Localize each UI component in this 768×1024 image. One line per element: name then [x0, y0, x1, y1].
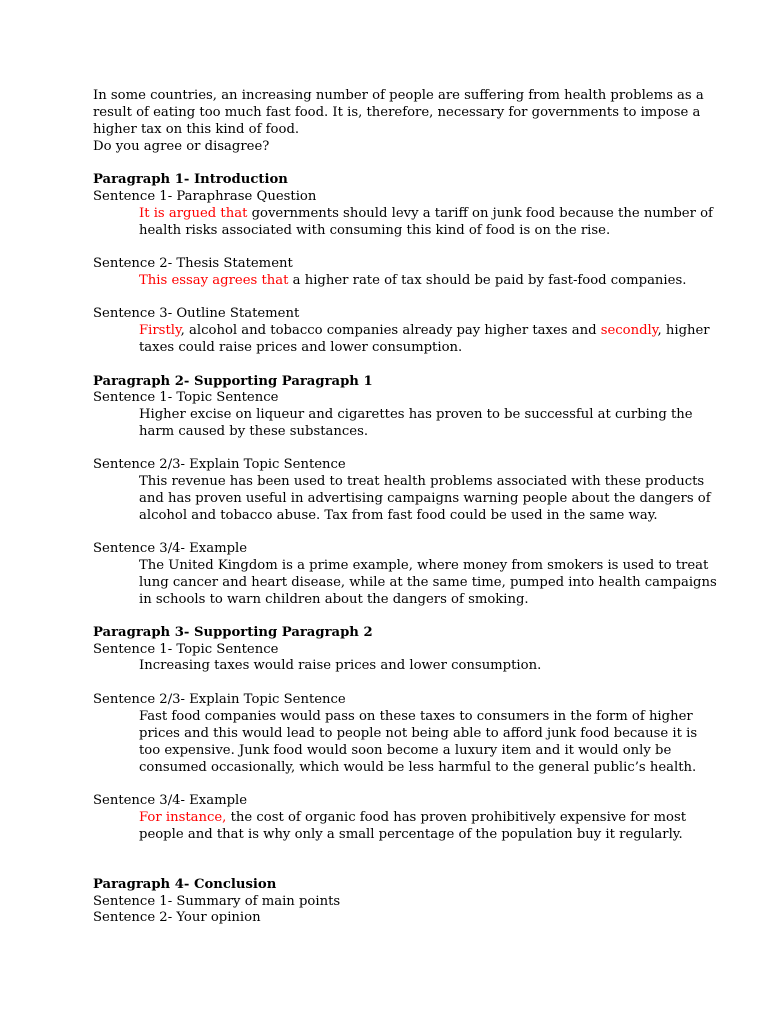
p3-sentence-2-text-line-1: Fast food companies would pass on these taxes to consumers in the form of higher: [139, 709, 693, 724]
p1-sentence-1-text-line-2: health risks associated with consuming this kind of food is on the rise.: [139, 223, 611, 238]
p2-sentence-1-text-line-2: harm caused by these substances.: [139, 424, 369, 439]
p1-sentence-3-text-line-1: [139, 323, 710, 340]
p2-sentence-2-text-line-1: This revenue has been used to treat health problems associated with these products: [139, 474, 705, 489]
p2-sentence-2-text-line-3: alcohol and tobacco abuse. Tax from fast food could be used in the same way.: [139, 508, 658, 523]
prompt-line-3: higher tax on this kind of food.: [93, 122, 300, 137]
prompt-line-1: In some countries, an increasing number of people are suffering from health problems as a: [93, 88, 704, 103]
paragraph-1-heading: Paragraph 1- Introduction: [93, 172, 288, 187]
p3-sentence-3-text-line-2: people and that is why only a small percentage of the population buy it regularly.: [139, 827, 683, 842]
p3-sentence-2-text-line-3: too expensive. Junk food would soon become a luxury item and it would only be: [139, 743, 672, 758]
p1-sentence-2-text: [139, 273, 686, 290]
p2-sentence-3-text-line-1: The United Kingdom is a prime example, where money from smokers is used to treat: [139, 558, 709, 573]
signpost-firstly: Firstly: [139, 323, 181, 338]
p3-sentence-2-text-line-4: consumed occasionally, which would be less harmful to the general public’s health.: [139, 760, 697, 775]
p1-sentence-1-text-line-1: [139, 206, 713, 223]
paragraph-3-heading: Paragraph 3- Supporting Paragraph 2: [93, 625, 373, 640]
p4-sentence-1-label: Sentence 1- Summary of main points: [93, 894, 341, 909]
signpost-phrase: For instance,: [139, 810, 227, 825]
signpost-phrase: It is argued that: [139, 206, 248, 221]
p2-sentence-3-label: Sentence 3/4- Example: [93, 541, 248, 556]
p1-sentence-3-text-line-2: taxes could raise prices and lower consumption.: [139, 340, 463, 355]
sentence-text: governments should levy a tariff on junk food because the number of: [247, 206, 713, 221]
p2-sentence-1-label: Sentence 1- Topic Sentence: [93, 390, 279, 405]
p2-sentence-2-text-line-2: and has proven useful in advertising campaigns warning people about the dangers of: [139, 491, 711, 506]
p3-sentence-3-label: Sentence 3/4- Example: [93, 793, 248, 808]
p3-sentence-1-text: Increasing taxes would raise prices and lower consumption.: [139, 658, 542, 673]
paragraph-2-heading: Paragraph 2- Supporting Paragraph 1: [93, 374, 373, 389]
p1-sentence-2-label: Sentence 2- Thesis Statement: [93, 256, 293, 271]
prompt-line-2: result of eating too much fast food. It is, therefore, necessary for governments to impose a: [93, 105, 701, 120]
p1-sentence-1-label: Sentence 1- Paraphrase Question: [93, 189, 317, 204]
signpost-phrase: This essay agrees that: [139, 273, 289, 288]
p2-sentence-3-text-line-3: in schools to warn children about the dangers of smoking.: [139, 592, 529, 607]
p3-sentence-3-text-line-1: [139, 810, 686, 827]
p3-sentence-2-text-line-2: prices and this would lead to people not being able to afford junk food because it is: [139, 726, 698, 741]
sentence-text: , higher: [657, 323, 710, 338]
p1-sentence-3-label: Sentence 3- Outline Statement: [93, 306, 300, 321]
sentence-text: a higher rate of tax should be paid by fast-food companies.: [288, 273, 687, 288]
sentence-text: , alcohol and tobacco companies already pay higher taxes and: [180, 323, 601, 338]
signpost-secondly: secondly: [600, 323, 658, 338]
p2-sentence-2-label: Sentence 2/3- Explain Topic Sentence: [93, 457, 346, 472]
p4-sentence-2-label: Sentence 2- Your opinion: [93, 910, 261, 925]
sentence-text: the cost of organic food has proven prohibitively expensive for most: [226, 810, 687, 825]
paragraph-4-heading: Paragraph 4- Conclusion: [93, 877, 277, 892]
p3-sentence-1-label: Sentence 1- Topic Sentence: [93, 642, 279, 657]
p2-sentence-1-text-line-1: Higher excise on liqueur and cigarettes has proven to be successful at curbing the: [139, 407, 693, 422]
prompt-question: Do you agree or disagree?: [93, 139, 270, 154]
p2-sentence-3-text-line-2: lung cancer and heart disease, while at the same time, pumped into health campaigns: [139, 575, 717, 590]
p3-sentence-2-label: Sentence 2/3- Explain Topic Sentence: [93, 692, 346, 707]
